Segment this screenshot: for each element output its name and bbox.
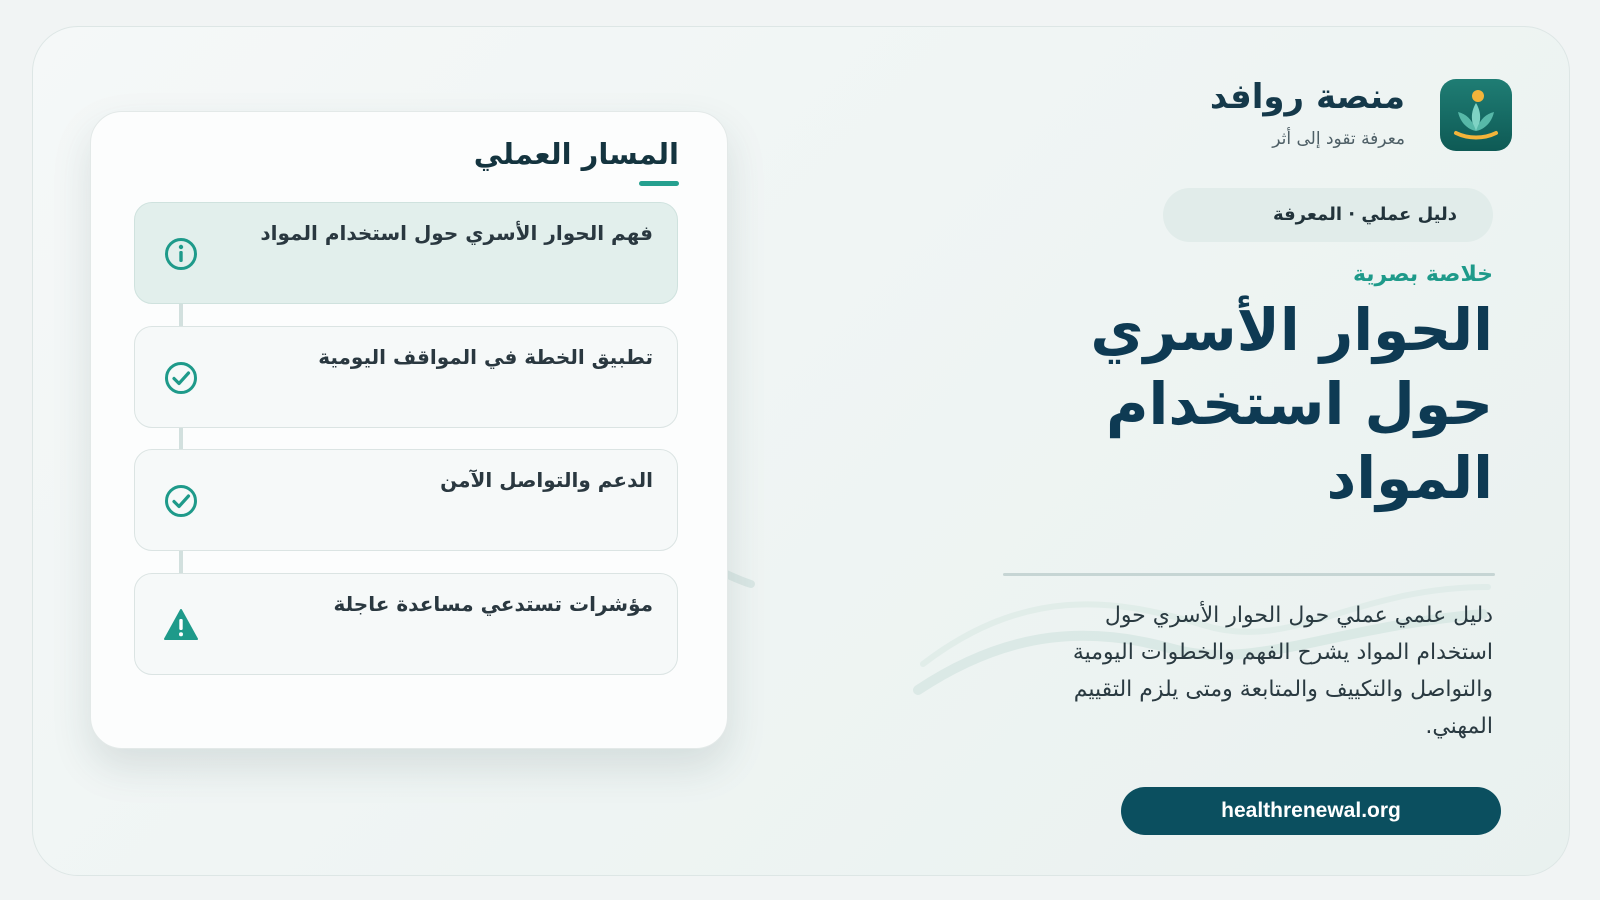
- step-connector: [179, 551, 183, 575]
- step-connector: [179, 304, 183, 328]
- warning-icon: [163, 607, 199, 643]
- panel-title: المسار العملي: [473, 137, 679, 171]
- kicker-label: خلاصة بصرية: [1352, 262, 1493, 287]
- divider: [1003, 573, 1495, 576]
- panel-title-underline: [639, 181, 679, 186]
- practical-path-panel: [90, 111, 728, 749]
- description: دليل علمي عملي حول الحوار الأسري حول استخدام المواد يشرح الفهم والخطوات اليومية والتواصل والتكييف والمتابعة ومتى يلزم التقييم المهني.: [1072, 603, 1493, 739]
- check-circle-icon: [163, 360, 199, 396]
- category-chip: [1163, 188, 1493, 242]
- path-step-3[interactable]: [134, 449, 678, 551]
- lotus-sun-logo-icon: [1440, 79, 1512, 151]
- step-label: الدعم والتواصل الآمن: [440, 468, 653, 492]
- check-circle-icon: [163, 483, 199, 519]
- info-icon: [163, 236, 199, 272]
- step-label: فهم الحوار الأسري حول استخدام المواد: [260, 221, 653, 245]
- path-step-1[interactable]: [134, 202, 678, 304]
- step-label: مؤشرات تستدعي مساعدة عاجلة: [333, 592, 653, 616]
- path-step-4[interactable]: [134, 573, 678, 675]
- path-step-2[interactable]: [134, 326, 678, 428]
- website-link[interactable]: healthrenewal.org: [1121, 787, 1501, 835]
- brand-name: منصة روافد: [1209, 77, 1405, 117]
- slide-card: [32, 26, 1570, 876]
- category-chip-label: دليل عملي · المعرفة: [1272, 204, 1457, 225]
- page-title: الحوار الأسري حول استخدام المواد: [1090, 296, 1493, 512]
- step-label: تطبيق الخطة في المواقف اليومية: [318, 345, 653, 369]
- brand-tagline: معرفة تقود إلى أثر: [1272, 129, 1405, 149]
